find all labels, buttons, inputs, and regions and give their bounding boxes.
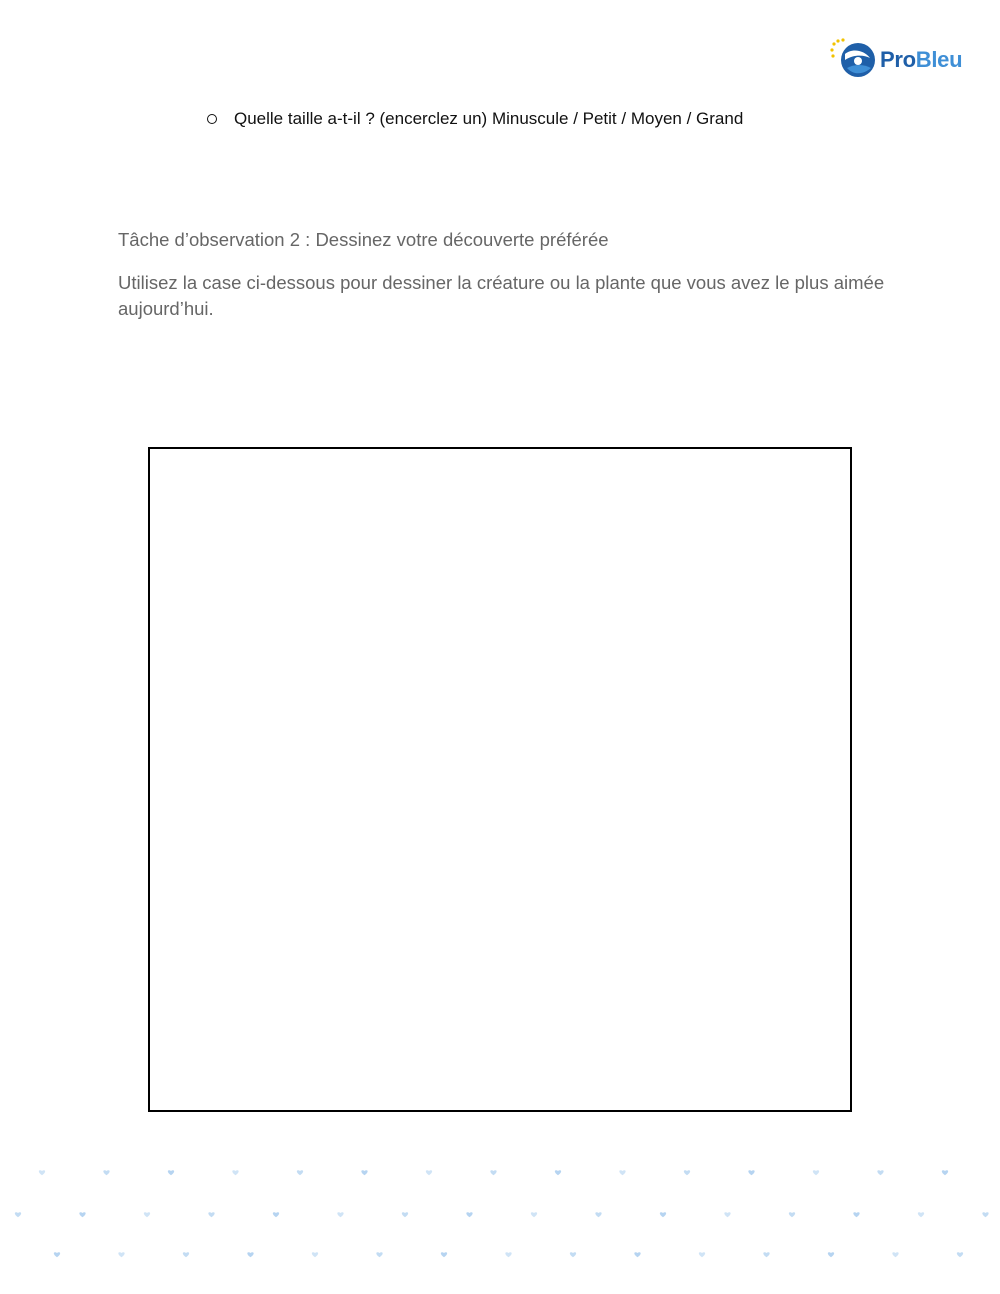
heart-dot-icon — [570, 1252, 576, 1257]
heart-dot-icon — [441, 1252, 447, 1257]
heart-dot-icon — [828, 1252, 834, 1257]
heart-dot-icon — [490, 1170, 496, 1175]
size-question-text: Quelle taille a-t-il ? (encerclez un) Minuscule / Petit / Moyen / Grand — [234, 109, 744, 128]
heart-dot-icon — [103, 1170, 109, 1175]
heart-dot-icon — [15, 1212, 21, 1217]
size-question — [207, 109, 743, 129]
heart-dot-icon — [337, 1212, 343, 1217]
logo-wordmark — [880, 49, 962, 71]
heart-dot-icon — [79, 1212, 85, 1217]
heart-dot-icon — [877, 1170, 883, 1175]
logo-text-bleu: Bleu — [915, 47, 963, 72]
probleu-logo — [830, 38, 962, 82]
heart-dot-icon — [634, 1252, 640, 1257]
heart-dot-icon — [183, 1252, 189, 1257]
heart-dot-icon — [505, 1252, 511, 1257]
heart-dot-icon — [724, 1212, 730, 1217]
heart-dot-icon — [426, 1170, 432, 1175]
heart-dot-icon — [595, 1212, 601, 1217]
probleu-logo-icon — [830, 38, 878, 82]
decorative-dots-pattern — [0, 1150, 1000, 1280]
task-title: Tâche d’observation 2 : Dessinez votre découverte préférée — [118, 229, 609, 250]
heart-dot-icon — [982, 1212, 988, 1217]
heart-dot-icon — [54, 1252, 60, 1257]
heart-dot-icon — [273, 1212, 279, 1217]
heart-dot-icon — [660, 1212, 666, 1217]
heart-dot-icon — [376, 1252, 382, 1257]
heart-dot-icon — [918, 1212, 924, 1217]
logo-text-pro: Pro — [880, 47, 916, 72]
heart-dot-icon — [684, 1170, 690, 1175]
heart-dot-icon — [763, 1252, 769, 1257]
heart-dot-icon — [208, 1212, 214, 1217]
heart-dot-icon — [853, 1212, 859, 1217]
heart-dot-icon — [942, 1170, 948, 1175]
task-description: Utilisez la case ci-dessous pour dessiner la créature ou la plante que vous avez le plus aimée aujourd’hui. — [118, 272, 885, 319]
heart-dot-icon — [361, 1170, 367, 1175]
heart-dot-icon — [232, 1170, 238, 1175]
heart-dot-icon — [789, 1212, 795, 1217]
heart-dot-icon — [892, 1252, 898, 1257]
heart-dot-icon — [247, 1252, 253, 1257]
heart-dot-icon — [312, 1252, 318, 1257]
heart-dot-icon — [118, 1252, 124, 1257]
heart-dot-icon — [957, 1252, 963, 1257]
drawing-area-box[interactable] — [148, 447, 852, 1112]
heart-dot-icon — [402, 1212, 408, 1217]
heart-dot-icon — [168, 1170, 174, 1175]
heart-dot-icon — [699, 1252, 705, 1257]
heart-dot-icon — [748, 1170, 754, 1175]
heart-dot-icon — [297, 1170, 303, 1175]
heart-dot-icon — [555, 1170, 561, 1175]
heart-dot-icon — [39, 1170, 45, 1175]
heart-dot-icon — [466, 1212, 472, 1217]
heart-dot-icon — [619, 1170, 625, 1175]
hollow-bullet-icon — [207, 114, 217, 124]
heart-dot-icon — [144, 1212, 150, 1217]
heart-dot-icon — [813, 1170, 819, 1175]
heart-dot-icon — [531, 1212, 537, 1217]
